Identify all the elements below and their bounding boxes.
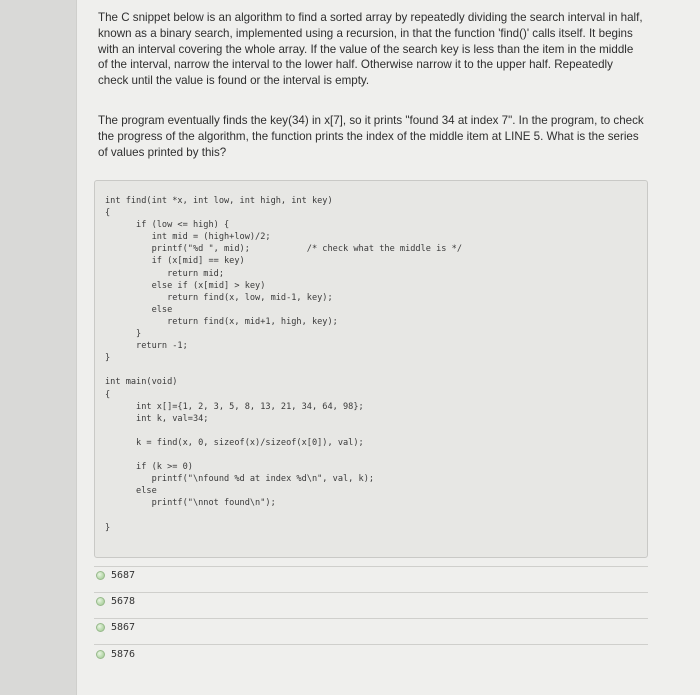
option-divider bbox=[94, 566, 648, 567]
question-paragraph-1: The C snippet below is an algorithm to find a sorted array by repeatedly dividing the search interval in half, known as a binary search, implemented using a recursion, in that the function 'find()' calls itself. It begins with an interval covering the whole array. If the value of the search key is less than the item in the middle of the interval, narrow the interval to the lower half. Otherwise narrow it to the upper half. Repeatedly check until the value is found or the interval is empty. bbox=[98, 11, 643, 88]
code-snippet: int find(int *x, int low, int high, int key) { if (low <= high) { int mid = (high+low)/2; printf("%d ", mid); /* check what the middle is */ if (x[mid] == key) return mid; else if (x[mid] > key) return find(x, low, mid-1, key); else return find(x, mid+1, high, key); } return -1; } int main(void) { int x[]={1, 2, 3, 5, 8, 13, 21, 34, 64, 98}; int k, val=34; k = find(x, 0, sizeof(x)/sizeof(x[0]), val); if (k >= 0) printf("\nfound %d at index %d\n", val, k); else printf("\nnot found\n"); } bbox=[105, 196, 462, 533]
answer-option-1[interactable] bbox=[96, 570, 135, 581]
answer-option-label: 5876 bbox=[111, 649, 136, 660]
option-divider bbox=[94, 618, 648, 619]
answer-option-label: 5687 bbox=[111, 570, 136, 581]
question-page bbox=[76, 0, 700, 695]
option-divider bbox=[94, 644, 648, 645]
radio-button-icon[interactable] bbox=[96, 623, 105, 632]
answer-option-3[interactable] bbox=[96, 622, 135, 633]
code-snippet-box bbox=[94, 180, 648, 558]
answer-option-2[interactable] bbox=[96, 596, 135, 607]
answer-option-4[interactable] bbox=[96, 649, 135, 660]
radio-button-icon[interactable] bbox=[96, 571, 105, 580]
radio-button-icon[interactable] bbox=[96, 650, 105, 659]
question-paragraph-2: The program eventually finds the key(34) in x[7], so it prints "found 34 at index 7". In the program, to check the progress of the algorithm, the function prints the index of the middle item at LINE 5. What is the series of values printed by this? bbox=[98, 114, 644, 159]
answer-option-label: 5867 bbox=[111, 622, 136, 633]
option-divider bbox=[94, 592, 648, 593]
radio-button-icon[interactable] bbox=[96, 597, 105, 606]
answer-option-label: 5678 bbox=[111, 596, 136, 607]
